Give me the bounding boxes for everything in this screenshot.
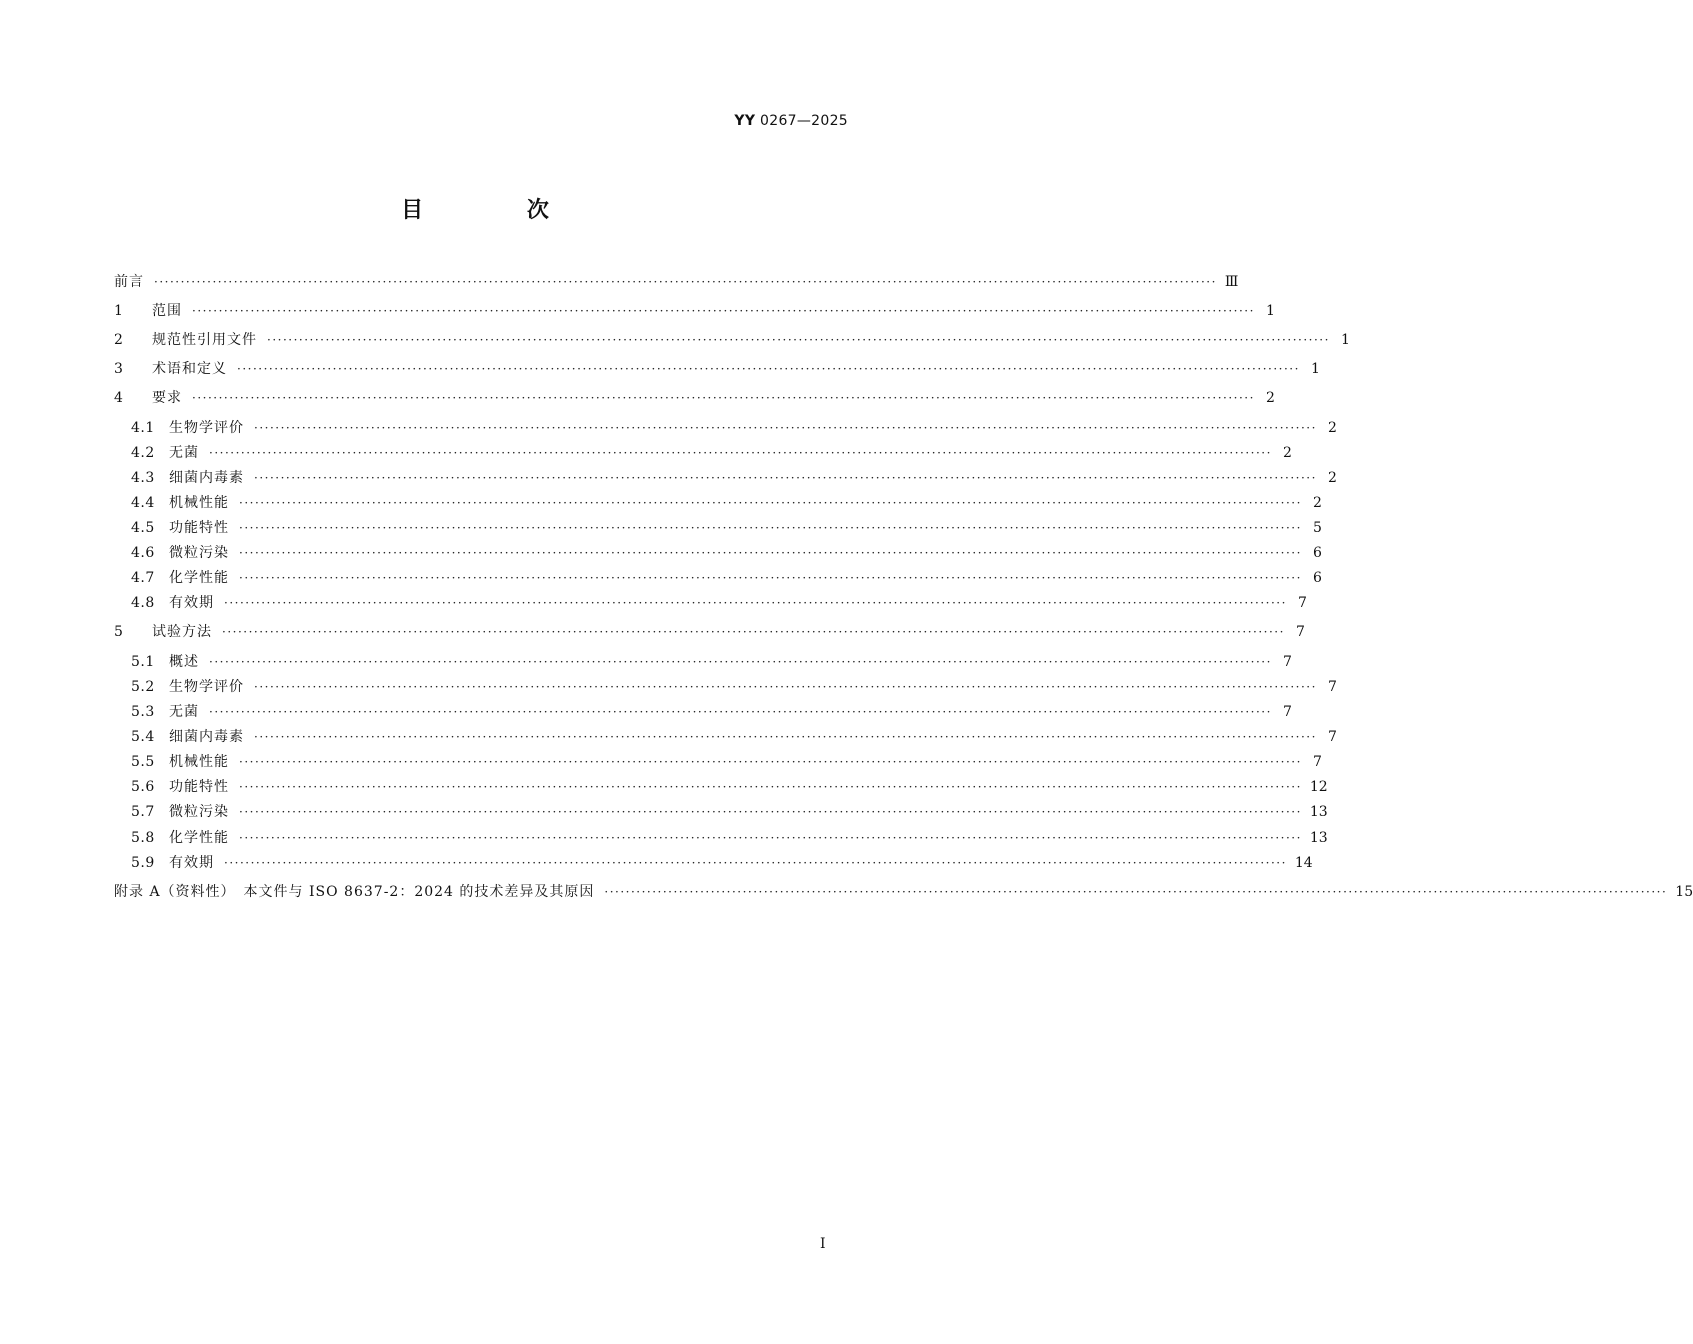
- toc-leader-dots: ········································································································································································································: [239, 805, 1302, 819]
- toc-entry[interactable]: [131, 591, 1307, 616]
- toc-entry-page: 7: [1327, 729, 1337, 745]
- toc-entry-number: 5.5: [131, 754, 155, 770]
- toc-leader-dots: ········································································································································································································: [239, 831, 1302, 845]
- toc-entry-label: 规范性引用文件: [152, 332, 257, 348]
- toc-leader-dots: ········································································································································································································: [222, 625, 1285, 639]
- toc-entry[interactable]: [131, 466, 1337, 491]
- toc-entry-label: 无菌: [169, 704, 199, 720]
- toc-entry-page: Ⅲ: [1224, 274, 1239, 290]
- toc-entry-page: 13: [1309, 804, 1328, 820]
- toc-entry[interactable]: [114, 357, 1320, 382]
- toc-entry-page: 7: [1297, 595, 1307, 611]
- toc-entry-number: 5.4: [131, 729, 155, 745]
- toc-entry-number: 4.4: [131, 495, 155, 511]
- toc-entry-page: 1: [1265, 303, 1275, 319]
- standard-code-prefix: YY: [734, 113, 756, 129]
- toc-entry-label: 范围: [152, 303, 182, 319]
- toc-entry-label: 概述: [169, 654, 199, 670]
- toc-entry[interactable]: [114, 328, 1350, 353]
- toc-entry-page: 2: [1327, 420, 1337, 436]
- toc-entry-page: 14: [1294, 855, 1313, 871]
- toc-entry[interactable]: [114, 620, 1305, 645]
- toc-entry-page: 2: [1282, 445, 1292, 461]
- toc-leader-dots: ········································································································································································································: [209, 446, 1272, 460]
- toc-leader-dots: ········································································································································································································: [239, 496, 1302, 510]
- toc-leader-dots: ········································································································································································································: [224, 856, 1287, 870]
- toc-entry-page: 7: [1295, 624, 1305, 640]
- toc-entry[interactable]: [114, 386, 1275, 411]
- toc-entry-page: 6: [1312, 545, 1322, 561]
- toc-entry-label: 生物学评价: [169, 679, 244, 695]
- toc-entry-page: 1: [1310, 361, 1320, 377]
- toc-leader-dots: ········································································································································································································: [239, 571, 1302, 585]
- toc-entry-label: 生物学评价: [169, 420, 244, 436]
- toc-entry[interactable]: [114, 270, 1239, 295]
- toc-leader-dots: ········································································································································································································: [209, 705, 1272, 719]
- toc-entry-number: 5.6: [131, 779, 155, 795]
- toc-entry-label: 机械性能: [169, 754, 229, 770]
- toc-entry-label: 无菌: [169, 445, 199, 461]
- toc-entry-page: 2: [1265, 390, 1275, 406]
- toc-leader-dots: ········································································································································································································: [224, 596, 1287, 610]
- toc-entry-label: 机械性能: [169, 495, 229, 511]
- toc-entry[interactable]: [131, 700, 1292, 725]
- toc-entry-label: 化学性能: [169, 570, 229, 586]
- toc-entry-page: 2: [1312, 495, 1322, 511]
- toc-entry-number: 5.9: [131, 855, 155, 871]
- toc-entry[interactable]: [114, 880, 1693, 905]
- toc-entry[interactable]: [131, 416, 1337, 441]
- toc-entry-number: 4.1: [131, 420, 155, 436]
- toc-leader-dots: ········································································································································································································: [604, 885, 1668, 899]
- toc-entry-number: 2: [114, 332, 124, 348]
- toc-leader-dots: ········································································································································································································: [239, 521, 1302, 535]
- toc-leader-dots: ········································································································································································································: [267, 333, 1330, 347]
- toc-entry-label: 有效期: [169, 855, 214, 871]
- toc-leader-dots: ········································································································································································································: [209, 655, 1272, 669]
- toc-entry-label: 附录 A（资料性） 本文件与 ISO 8637-2：2024 的技术差异及其原因: [114, 884, 595, 900]
- toc-entry-number: 5.8: [131, 830, 155, 846]
- toc-entry-number: 4.7: [131, 570, 155, 586]
- toc-entry[interactable]: [131, 725, 1337, 750]
- toc-entry-number: 4.6: [131, 545, 155, 561]
- toc-entry-number: 4.5: [131, 520, 155, 536]
- toc-entry-page: 7: [1327, 679, 1337, 695]
- toc-entry-label: 微粒污染: [169, 545, 229, 561]
- toc-entry-number: 5.3: [131, 704, 155, 720]
- toc-entry-number: 5.2: [131, 679, 155, 695]
- toc-entry[interactable]: [131, 851, 1313, 876]
- toc-entry-number: 5: [114, 624, 124, 640]
- toc-leader-dots: ········································································································································································································: [192, 304, 1255, 318]
- toc-entry[interactable]: [131, 800, 1328, 825]
- toc-leader-dots: ········································································································································································································: [237, 362, 1300, 376]
- toc-entry[interactable]: [131, 491, 1322, 516]
- toc-entry-page: 2: [1327, 470, 1337, 486]
- toc-entry-label: 细菌内毒素: [169, 470, 244, 486]
- toc-entry-page: 7: [1282, 704, 1292, 720]
- toc-entry-label: 功能特性: [169, 779, 229, 795]
- toc-entry-label: 术语和定义: [152, 361, 227, 377]
- toc-leader-dots: ········································································································································································································: [239, 780, 1302, 794]
- toc-entry-page: 6: [1312, 570, 1322, 586]
- toc-entry-label: 要求: [152, 390, 182, 406]
- toc-leader-dots: ········································································································································································································: [154, 275, 1217, 289]
- page-title: 目 次: [401, 198, 597, 223]
- toc-entry-page: 1: [1340, 332, 1350, 348]
- toc-entry-number: 4: [114, 390, 124, 406]
- toc-entry[interactable]: [131, 775, 1328, 800]
- toc-entry[interactable]: [131, 826, 1328, 851]
- toc-entry-label: 功能特性: [169, 520, 229, 536]
- toc-entry-label: 前言: [114, 274, 144, 290]
- toc-entry-number: 3: [114, 361, 124, 377]
- toc-leader-dots: ········································································································································································································: [254, 471, 1317, 485]
- toc-entry-page: 5: [1312, 520, 1322, 536]
- toc-entry[interactable]: [131, 566, 1322, 591]
- toc-leader-dots: ········································································································································································································: [239, 546, 1302, 560]
- toc-entry[interactable]: [131, 750, 1322, 775]
- toc-entry-number: 5.7: [131, 804, 155, 820]
- standard-code-number: 0267—2025: [760, 113, 848, 129]
- toc-entry-number: 5.1: [131, 654, 155, 670]
- toc-leader-dots: ········································································································································································································: [192, 391, 1255, 405]
- toc-entry[interactable]: [131, 650, 1292, 675]
- toc-entry[interactable]: [131, 675, 1337, 700]
- toc-entry[interactable]: [114, 299, 1275, 324]
- toc-entry-label: 有效期: [169, 595, 214, 611]
- toc-entry-page: 7: [1312, 754, 1322, 770]
- toc-entry[interactable]: [131, 441, 1292, 466]
- toc-entry-number: 4.2: [131, 445, 155, 461]
- toc-leader-dots: ········································································································································································································: [239, 755, 1302, 769]
- toc-leader-dots: ········································································································································································································: [254, 421, 1317, 435]
- toc-entry[interactable]: [131, 541, 1322, 566]
- toc-leader-dots: ········································································································································································································: [254, 730, 1317, 744]
- page-folio: I: [820, 1236, 826, 1252]
- toc-entry-number: 4.3: [131, 470, 155, 486]
- toc-entry-label: 化学性能: [169, 830, 229, 846]
- toc-entry-number: 1: [114, 303, 124, 319]
- toc-entry-label: 细菌内毒素: [169, 729, 244, 745]
- toc-entry-label: 微粒污染: [169, 804, 229, 820]
- standard-code: [734, 113, 848, 129]
- toc-entry-label: 试验方法: [152, 624, 212, 640]
- toc-entry-page: 13: [1309, 830, 1328, 846]
- toc-entry-page: 7: [1282, 654, 1292, 670]
- toc-entry[interactable]: [131, 516, 1322, 541]
- toc-entry-number: 4.8: [131, 595, 155, 611]
- toc-leader-dots: ········································································································································································································: [254, 680, 1317, 694]
- toc-entry-page: 12: [1309, 779, 1328, 795]
- toc-entry-page: 15: [1675, 884, 1693, 900]
